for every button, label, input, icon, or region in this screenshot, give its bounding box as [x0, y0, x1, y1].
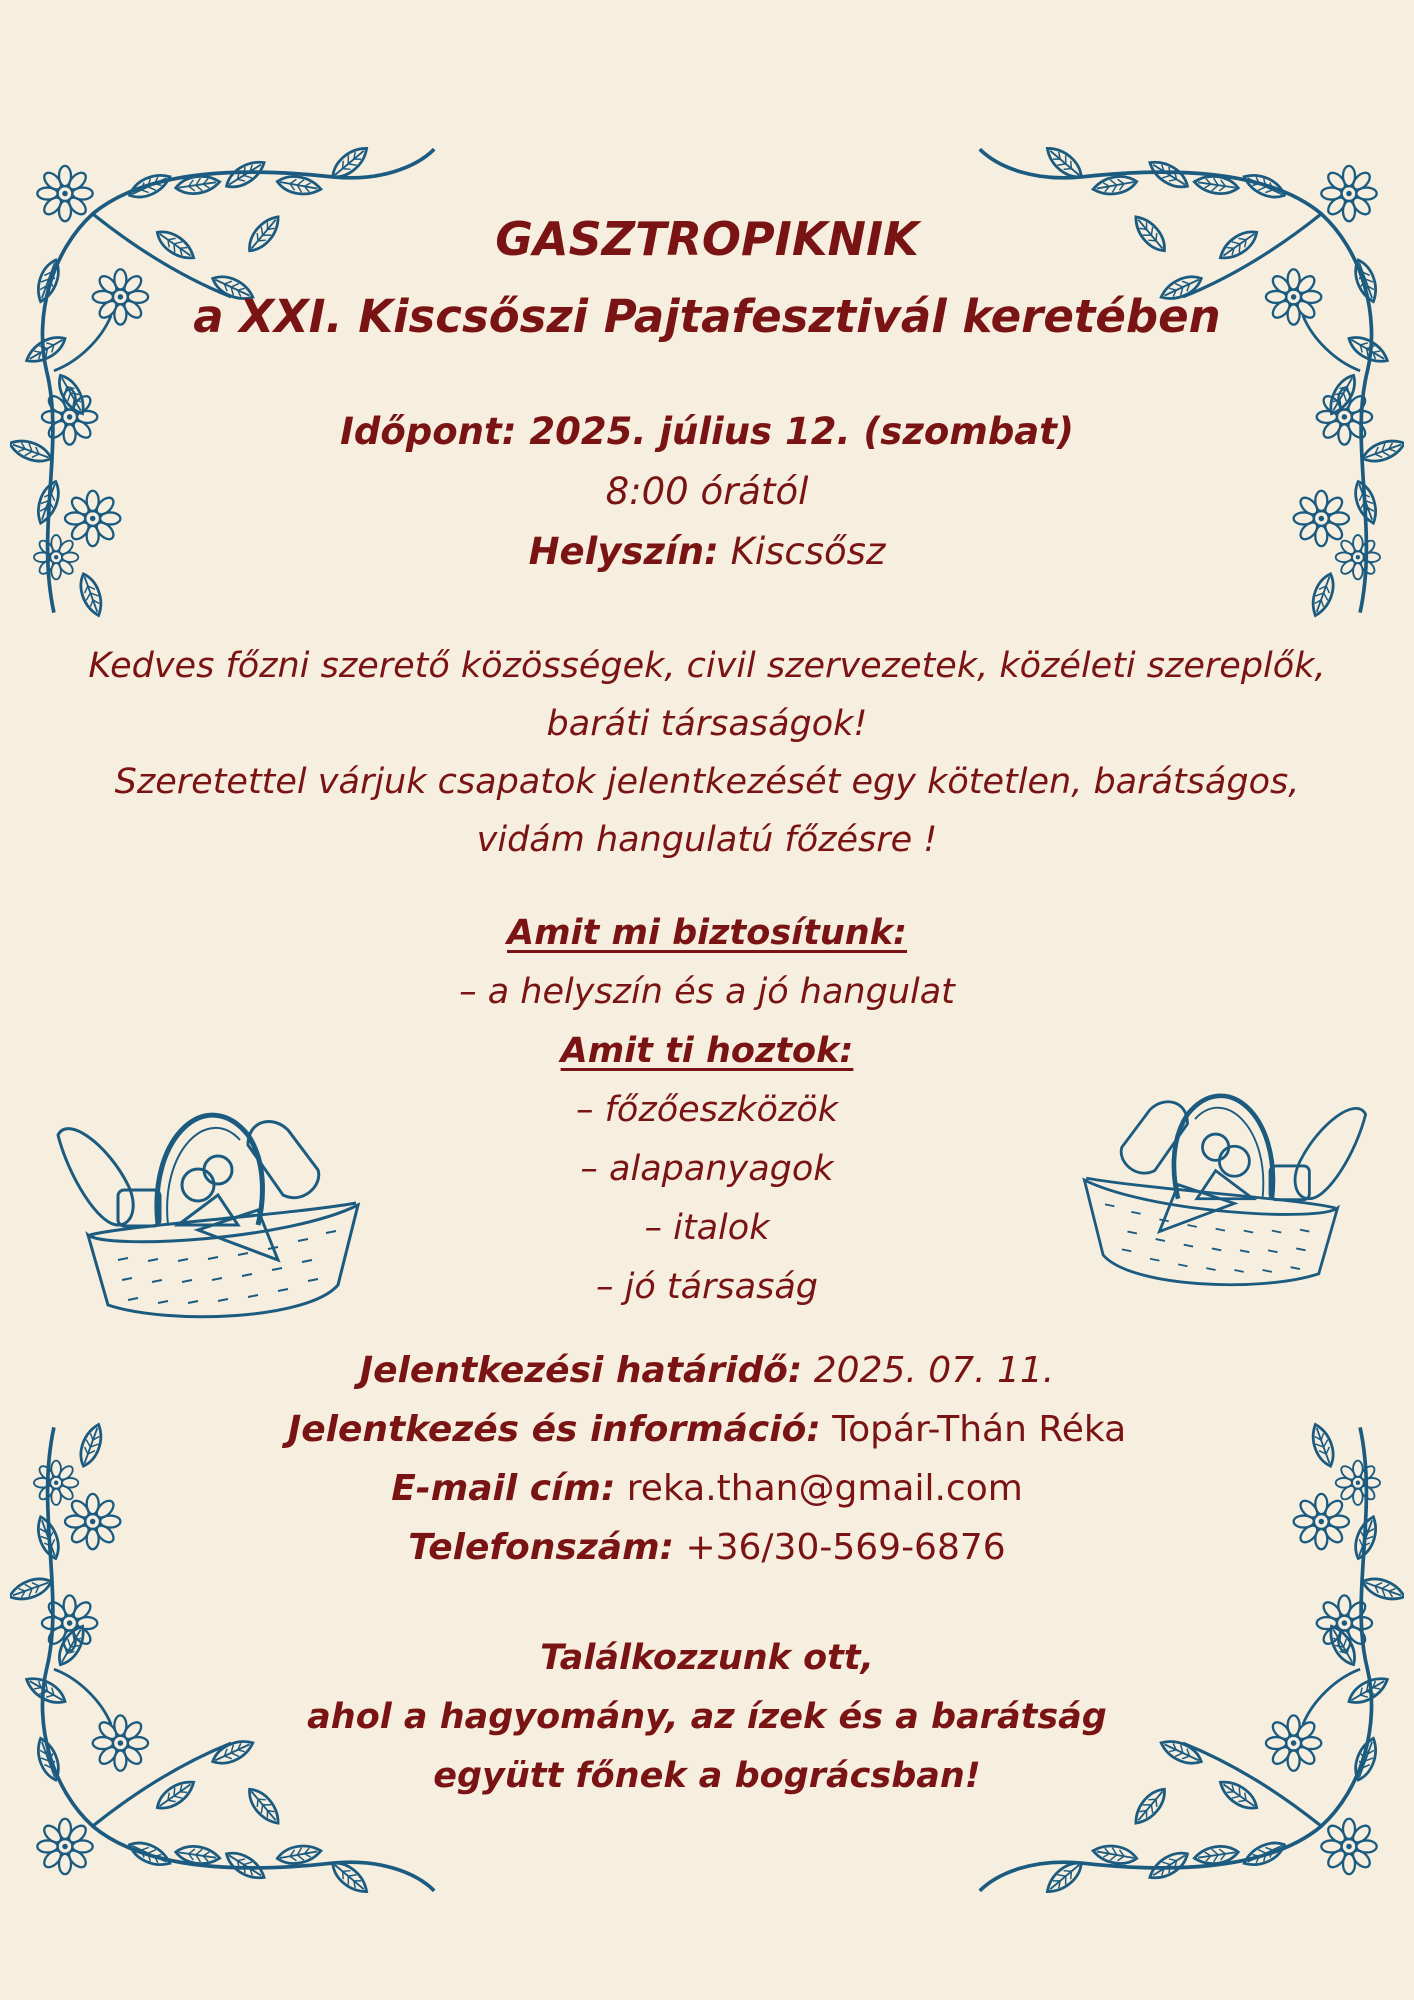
bring-item: – jó társaság [595, 1267, 819, 1307]
bring-item: – alapanyagok [580, 1149, 834, 1189]
info-label: Jelentkezés és információ: [287, 1409, 821, 1450]
intro-line: Szeretettel várjuk csapatok jelentkezését egy kötetlen, barátságos, [114, 762, 1300, 802]
place-label: Helyszín: [528, 530, 719, 573]
date-value: 2025. július 12. (szombat) [529, 410, 1074, 453]
bring-item: – italok [644, 1208, 770, 1248]
event-title: GASZTROPIKNIK [495, 212, 919, 266]
info-line [0, 1409, 1414, 1450]
event-subtitle: a XXI. Kiscsőszi Pajtafesztivál keretében [193, 290, 1221, 343]
provide-item: – a helyszín és a jó hangulat [459, 972, 955, 1012]
bring-heading: Amit ti hoztok: [560, 1031, 854, 1071]
intro-line: vidám hangulatú főzésre ! [476, 820, 938, 860]
email-value[interactable]: reka.than@gmail.com [626, 1468, 1023, 1509]
deadline-line [0, 1350, 1414, 1391]
email-label: E-mail cím: [391, 1468, 616, 1509]
phone-line [0, 1527, 1414, 1568]
time-line: 8:00 órától [605, 470, 809, 513]
closing-line: Találkozzunk ott, [540, 1638, 874, 1678]
intro-line: Kedves főzni szerető közösségek, civil szervezetek, közéleti szereplők, [88, 646, 1326, 686]
date-line [0, 410, 1414, 453]
email-line [0, 1468, 1414, 1509]
deadline-label: Jelentkezési határidő: [359, 1350, 803, 1391]
place-value: Kiscsősz [730, 530, 886, 573]
bring-item: – főzőeszközök [575, 1090, 839, 1130]
date-label: Időpont: [340, 410, 517, 453]
info-value: Topár-Thán Réka [832, 1409, 1127, 1450]
place-line [0, 530, 1414, 573]
closing-line: együtt főnek a bográcsban! [433, 1756, 981, 1796]
phone-value[interactable]: +36/30-569-6876 [685, 1527, 1006, 1568]
deadline-value: 2025. 07. 11. [813, 1350, 1055, 1391]
provide-heading: Amit mi biztosítunk: [507, 913, 907, 953]
phone-label: Telefonszám: [408, 1527, 674, 1568]
intro-line: baráti társaságok! [546, 704, 868, 744]
closing-line: ahol a hagyomány, az ízek és a barátság [307, 1697, 1107, 1737]
